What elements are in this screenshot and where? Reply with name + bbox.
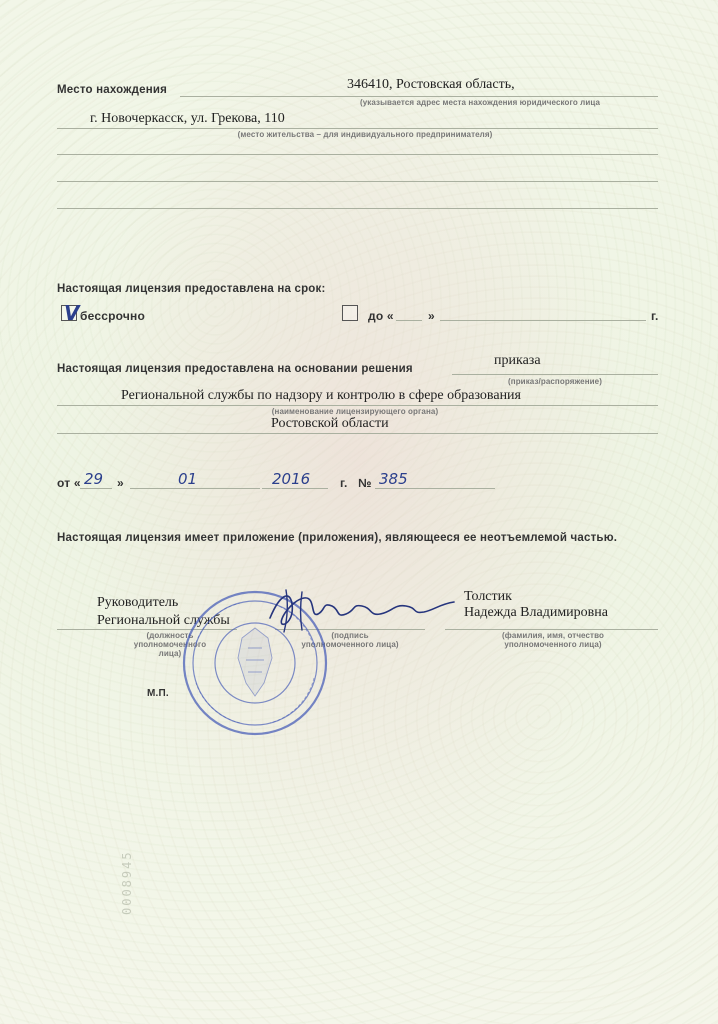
date-month: 01 (178, 470, 198, 488)
name-line2: Надежда Владимировна (464, 605, 608, 620)
position-hint: (должность уполномоченного лица) (133, 631, 207, 658)
address-underline-1 (180, 96, 658, 97)
date-year-line (262, 488, 328, 489)
unlimited-label: бессрочно (80, 309, 145, 323)
date-close-quote: » (117, 476, 124, 490)
appendix-note: Настоящая лицензия имеет приложение (приложения), являющееся ее неотъемлемой частью. (57, 532, 618, 544)
authority-hint: (наименование лицензирующего органа) (271, 407, 439, 416)
position-line1: Руководитель (97, 595, 179, 610)
address-label: Место нахождения (57, 84, 168, 96)
authority-line2: Ростовской области (271, 416, 389, 431)
until-mid: » (428, 309, 435, 323)
signature-hint: (подпись уполномоченного лица) (301, 631, 399, 649)
signature (262, 584, 462, 636)
basis-label: Настоящая лицензия предоставлена на основании решения (57, 363, 413, 375)
serial-number: 0008945 (120, 850, 134, 915)
date-prefix: от « (57, 476, 81, 490)
position-line2: Региональной службы (97, 613, 230, 628)
address-hint-1: (указывается адрес места нахождения юридического лица (359, 98, 601, 107)
authority-underline-1 (57, 405, 658, 406)
date-day-line (80, 488, 112, 489)
date-month-line (130, 488, 260, 489)
authority-line1: Региональной службы по надзору и контролю в сфере образования (121, 388, 521, 403)
address-hint-2: (место жительства – для индивидуального предпринимателя) (237, 130, 493, 139)
until-month-year-line (440, 320, 646, 321)
name-hint: (фамилия, имя, отчество уполномоченного лица) (502, 631, 604, 649)
date-year: 2016 (272, 470, 311, 488)
number-sign: № (358, 476, 372, 490)
until-suffix: г. (651, 309, 659, 323)
address-line2: г. Новочеркасск, ул. Грекова, 110 (90, 111, 285, 126)
basis-doc-hint: (приказ/распоряжение) (508, 377, 602, 386)
basis-doc-line (452, 374, 658, 375)
address-underline-2 (57, 128, 658, 129)
license-order-number: 385 (379, 470, 408, 488)
stamp-place-label: М.П. (147, 688, 169, 699)
date-day: 29 (84, 470, 104, 488)
blank-line-3 (57, 208, 658, 209)
authority-underline-2 (57, 433, 658, 434)
address-line1: 346410, Ростовская область, (347, 77, 515, 92)
until-checkbox[interactable] (342, 305, 358, 321)
term-label: Настоящая лицензия предоставлена на срок: (57, 283, 326, 295)
basis-doc-type: приказа (494, 353, 541, 368)
until-prefix: до « (368, 309, 394, 323)
until-day-line (396, 320, 422, 321)
checkmark: V (64, 301, 80, 325)
blank-line-2 (57, 181, 658, 182)
name-line1: Толстик (464, 589, 512, 604)
blank-line-1 (57, 154, 658, 155)
number-line (375, 488, 495, 489)
date-year-suffix: г. (340, 476, 348, 490)
name-underline (445, 629, 658, 630)
